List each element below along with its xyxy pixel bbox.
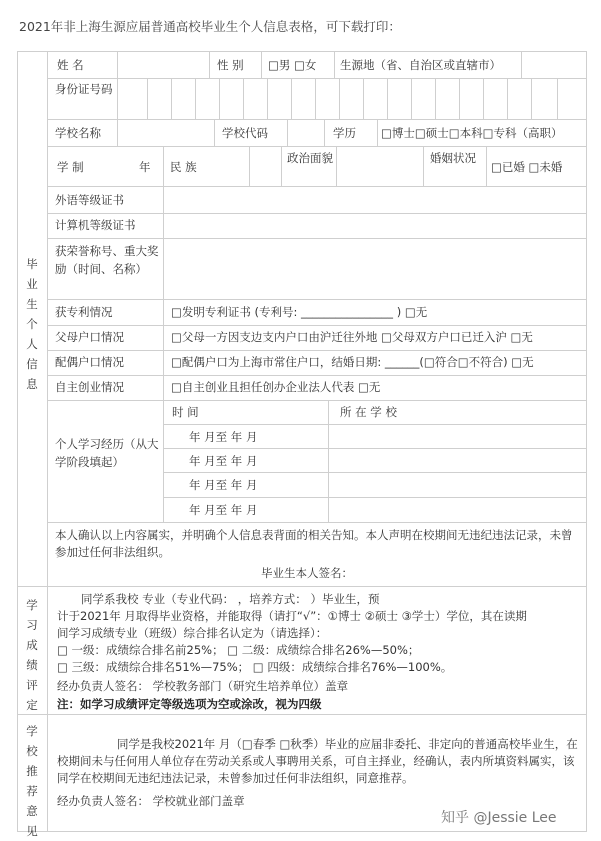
declaration-text: 本人确认以上内容属实，并明确个人信息表背面的相关告知。本人声明在校期间无违纪违法记录，未曾参加过任何非法组织。 bbox=[55, 528, 573, 559]
section-personal-label: 毕业生个人信息 bbox=[26, 257, 38, 391]
education-label: 学历 bbox=[333, 126, 356, 140]
patent-options[interactable]: □发明专利证书 (专利号: ________________ ) □无 bbox=[171, 305, 428, 319]
computer-cert-label: 计算机等级证书 bbox=[55, 218, 136, 232]
study-line-2: 计于2021年 月取得毕业资格，并能取得（请打“√”：①博士 ②硕士 ③学士）学位，其在读期 bbox=[57, 609, 527, 623]
name-label: 姓 名 bbox=[57, 58, 84, 72]
school-label: 学校名称 bbox=[55, 126, 101, 140]
history-entry-1: 年 月至 年 月 bbox=[189, 430, 258, 444]
study-signature-line: 经办负责人签名： 学校教务部门（研究生培养单位）盖章 bbox=[57, 679, 349, 693]
patent-label: 获专利情况 bbox=[55, 305, 113, 319]
spouse-hukou-options[interactable]: □配偶户口为上海市常住户口，结婚日期: ______(□符合□不符合) □无 bbox=[171, 355, 534, 369]
study-line-3: 间学习成绩专业（班级）综合排名认定为（请选择）： bbox=[57, 626, 328, 640]
parent-hukou-label: 父母户口情况 bbox=[55, 330, 124, 344]
recommend-text: 同学是我校2021年 月（□春季 □秋季）毕业的应届非委托、非定向的普通高校毕业生，在校期间未与任何用人单位存在劳动关系或人事聘用关系，可自主择业，经确认，表内所填资料属实，该同学在校期间无违纪违法记录，未曾参加过任何非法组织，同意推荐。 bbox=[57, 737, 578, 785]
spouse-hukou-label: 配偶户口情况 bbox=[55, 355, 124, 369]
section-study-label: 学习成绩评定 bbox=[26, 598, 38, 712]
history-time-header: 时 间 bbox=[172, 405, 199, 419]
recommend-signature-line: 经办负责人签名： 学校就业部门盖章 bbox=[57, 794, 245, 808]
section-recommend-label: 学校推荐意见 bbox=[26, 724, 38, 838]
study-level-options-1[interactable]: □ 一级：成绩综合排名前25%； □ 二级：成绩综合排名26%—50%； bbox=[57, 643, 420, 657]
study-note: 注：如学习成绩评定等级选项为空或涂改，视为四级 bbox=[57, 697, 322, 711]
history-entry-4: 年 月至 年 月 bbox=[189, 503, 258, 517]
info-form bbox=[17, 51, 587, 838]
marriage-label: 婚姻状况 bbox=[430, 151, 476, 165]
origin-label: 生源地（省、自治区或直辖市） bbox=[340, 58, 501, 72]
politics-label: 政治面貌 bbox=[287, 151, 333, 165]
parent-hukou-options[interactable]: □父母一方因支边支内户口由沪迁往外地 □父母双方户口已迁入沪 □无 bbox=[171, 330, 533, 344]
ethnic-label: 民 族 bbox=[170, 160, 197, 174]
watermark: 知乎 @Jessie Lee bbox=[441, 810, 557, 826]
history-school-header: 所 在 学 校 bbox=[340, 405, 397, 419]
gender-label: 性 别 bbox=[217, 58, 244, 72]
language-cert-label: 外语等级证书 bbox=[55, 193, 124, 207]
study-line-1: 同学系我校 专业（专业代码： ，培养方式： ）毕业生，预 bbox=[81, 592, 380, 606]
education-options[interactable]: □博士□硕士□本科□专科（高职） bbox=[381, 126, 563, 140]
honor-label: 获荣誉称号、重大奖励（时间、名称） bbox=[55, 244, 159, 276]
startup-options[interactable]: □自主创业且担任创办企业法人代表 □无 bbox=[171, 380, 381, 394]
student-signature-label: 毕业生本人签名： bbox=[261, 566, 353, 580]
intro-text: 2021年非上海生源应届普通高校毕业生个人信息表格，可下载打印： bbox=[19, 19, 401, 34]
gender-options[interactable]: □男 □女 bbox=[268, 58, 317, 72]
study-level-options-2[interactable]: □ 三级：成绩综合排名51%—75%； □ 四级：成绩综合排名76%—100%。 bbox=[57, 660, 453, 674]
study-history-label: 个人学习经历（从大学阶段填起） bbox=[55, 437, 159, 469]
history-entry-3: 年 月至 年 月 bbox=[189, 478, 258, 492]
history-entry-2: 年 月至 年 月 bbox=[189, 454, 258, 468]
school-code-label: 学校代码 bbox=[222, 126, 268, 140]
startup-label: 自主创业情况 bbox=[55, 380, 124, 394]
marriage-options[interactable]: □已婚 □未婚 bbox=[491, 160, 563, 174]
study-years-label: 学 制 bbox=[57, 160, 84, 174]
id-label: 身份证号码 bbox=[55, 82, 113, 96]
year-unit: 年 bbox=[139, 160, 151, 174]
